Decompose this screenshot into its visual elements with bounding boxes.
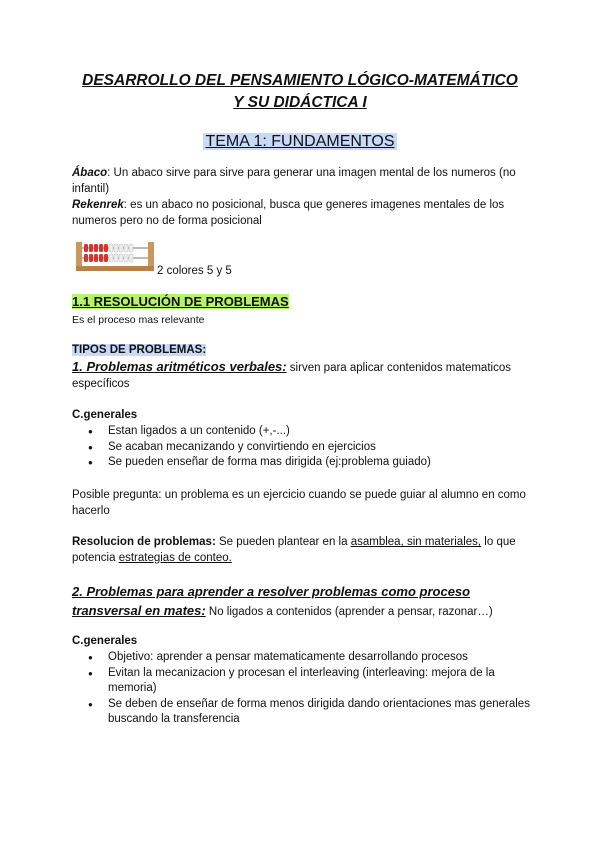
- tema-heading: [0, 131, 600, 153]
- type2-paragraph: [72, 583, 532, 621]
- abacus-caption: 2 colores 5 y 5: [157, 265, 232, 277]
- rekenrek-abacus-image: [75, 236, 155, 272]
- list-item: ● Estan ligados a un contenido (+,-...): [72, 424, 532, 440]
- type2-title: 2. Problemas para aprender a resolver problemas como proceso transversal en mates:: [72, 584, 471, 618]
- tipos-heading-text: TIPOS DE PROBLEMAS:: [72, 344, 207, 356]
- section-subtitle: Es el proceso mas relevante: [72, 314, 205, 326]
- cgen1-heading: C.generales: [72, 409, 138, 421]
- list-item: ● Objetivo: aprender a pensar matematicamente desarrollando procesos: [72, 650, 532, 666]
- list-item: ● Se pueden enseñar de forma mas dirigida (ej:problema guiado): [72, 455, 532, 471]
- type2-text: No ligados a contenidos (aprender a pensar, razonar…): [205, 606, 493, 618]
- section-heading-resolucion: [72, 294, 289, 309]
- abacus-base: [76, 266, 154, 271]
- list-item: ● Evitan la mecanizacion y procesan el interleaving (interleaving: mejora de la memoria): [72, 666, 532, 697]
- resolucion-text1: Se pueden plantear en la: [215, 536, 351, 548]
- resolucion-label: Resolucion de problemas:: [72, 536, 216, 548]
- cgen2-heading: C.generales: [72, 635, 138, 647]
- list-item: ● Se acaban mecanizando y convirtiendo en ejercicios: [72, 440, 532, 456]
- document-title-line2: Y SU DIDÁCTICA I: [233, 94, 367, 111]
- document-title-line1: DESARROLLO DEL PENSAMIENTO LÓGICO-MATEMÁTICO: [82, 72, 518, 89]
- rekenrek-text: : es un abaco no posicional, busca que generes imagenes mentales de los numeros pero no de forma posicional: [72, 199, 505, 227]
- rekenrek-paragraph: [72, 198, 532, 229]
- type1-paragraph: [72, 359, 532, 392]
- resolucion-underline2: estrategias de conteo.: [118, 551, 232, 564]
- list-item: ● Se deben de enseñar de forma menos dirigida dando orientaciones mas generales buscando la transferencia: [72, 697, 532, 728]
- abaco-paragraph: [72, 166, 532, 197]
- abaco-text: : Un abaco sirve para sirve para generar una imagen mental de los numeros (no infantil): [72, 167, 516, 195]
- resolucion-paragraph: [72, 535, 532, 566]
- abaco-term: Ábaco: [72, 167, 108, 179]
- rekenrek-term: Rekenrek: [72, 199, 124, 211]
- tipos-heading: [72, 344, 206, 356]
- section-heading-resolucion-text: 1.1 RESOLUCIÓN DE PROBLEMAS: [72, 294, 289, 309]
- posible-pregunta: Posible pregunta: un problema es un ejercicio cuando se puede guiar al alumno en como hacerlo: [72, 489, 526, 517]
- type1-title: 1. Problemas aritméticos verbales:: [72, 359, 287, 374]
- abacus-frame-right: [148, 242, 154, 268]
- resolucion-text2: lo que potencia: [72, 536, 516, 564]
- type1-text: sirven para aplicar contenidos matematicos específicos: [72, 362, 511, 390]
- cgen2-list: [72, 650, 532, 728]
- resolucion-underline1: asamblea, sin materiales,: [350, 536, 482, 548]
- tema-heading-text: TEMA 1: FUNDAMENTOS: [205, 133, 395, 150]
- abacus-frame-left: [76, 242, 82, 268]
- cgen1-list: [72, 424, 532, 471]
